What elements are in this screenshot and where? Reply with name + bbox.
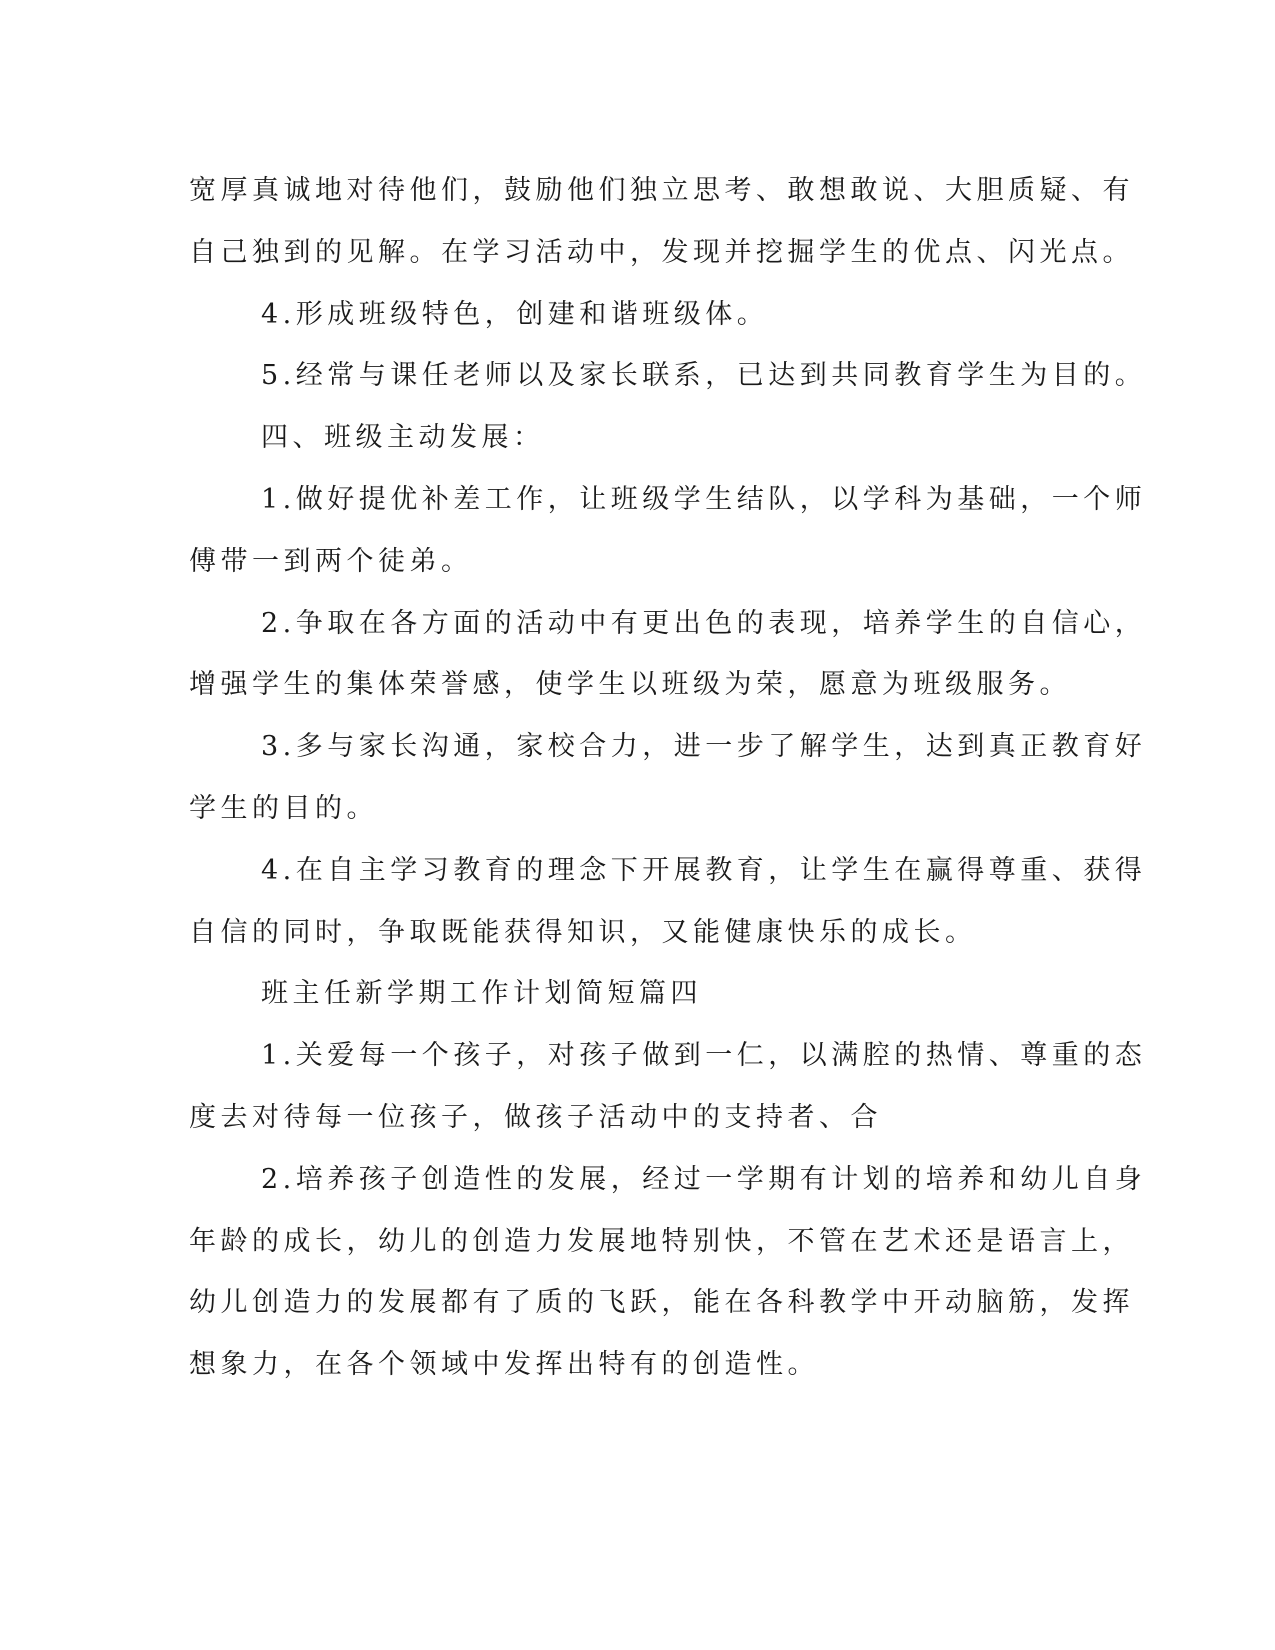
document-body — [189, 160, 1147, 1396]
list-item-text: 4.在自主学习教育的理念下开展教育，让学生在赢得尊重、获得 — [261, 854, 1147, 886]
list-item-text: 4.形成班级特色，创建和谐班级体。 — [261, 298, 769, 330]
list-item-text: 1.做好提优补差工作，让班级学生结队，以学科为基础，一个师 — [261, 483, 1147, 515]
list-item-text: 5.经常与课任老师以及家长联系，已达到共同教育学生为目的。 — [261, 360, 1147, 392]
list-item-text: 2.培养孩子创造性的发展，经过一学期有计划的培养和幼儿自身 — [261, 1163, 1147, 1195]
text-line: 增强学生的集体荣誉感，使学生以班级为荣，愿意为班级服务。 — [189, 669, 1071, 701]
list-item-text: 1.关爱每一个孩子，对孩子做到一仁，以满腔的热情、尊重的态 — [261, 1040, 1147, 1072]
list-item-text: 2.争取在各方面的活动中有更出色的表现，培养学生的自信心， — [261, 607, 1147, 639]
text-line: 宽厚真诚地对待他们，鼓励他们独立思考、敢想敢说、大胆质疑、有 — [189, 175, 1134, 206]
text-line: 学生的目的。 — [189, 792, 378, 824]
text-line: 想象力，在各个领域中发挥出特有的创造性。 — [189, 1349, 819, 1381]
text-line: 幼儿创造力的发展都有了质的飞跃，能在各科教学中开动脑筋，发挥 — [189, 1287, 1134, 1319]
text-line: 自信的同时，争取既能获得知识，又能健康快乐的成长。 — [189, 916, 977, 948]
text-line: 自己独到的见解。在学习活动中，发现并挖掘学生的优点、闪光点。 — [189, 236, 1134, 268]
section-heading: 四、班级主动发展： — [261, 422, 545, 454]
text-line: 傅带一到两个徒弟。 — [189, 545, 473, 577]
text-line: 年龄的成长，幼儿的创造力发展地特别快，不管在艺术还是语言上， — [189, 1225, 1134, 1257]
section-title: 班主任新学期工作计划简短篇四 — [261, 978, 702, 1010]
list-item-text: 3.多与家长沟通，家校合力，进一步了解学生，达到真正教育好 — [261, 731, 1147, 763]
text-line: 度去对待每一位孩子，做孩子活动中的支持者、合 — [189, 1101, 882, 1133]
